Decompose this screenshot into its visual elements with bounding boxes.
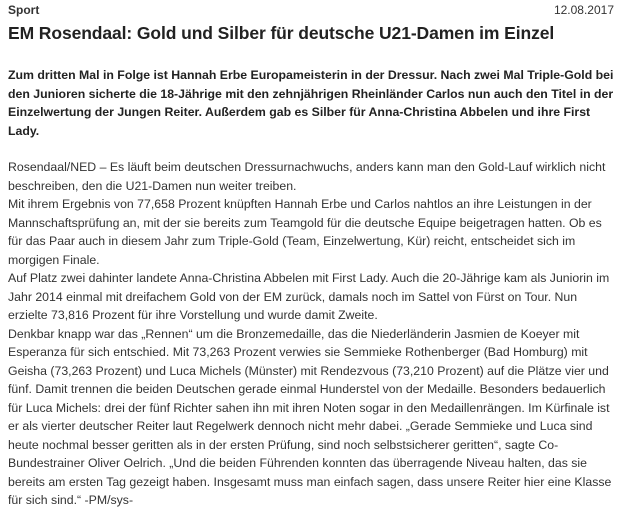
body-paragraph: Mit ihrem Ergebnis von 77,658 Prozent knüpften Hannah Erbe und Carlos nahtlos an ihre Leistungen in der Mannschaftsprüfung an, mit der sie bereits zum Teamgold für die deutsche Equipe beigetragen hatten. Ob es für das Paar auch in diesem Jahr zum Triple-Gold (Team, Einzelwertung, Kür) reicht, entscheidet sich im morgigen Finale. [8, 197, 602, 267]
news-article [8, 0, 616, 510]
article-lead: Zum dritten Mal in Folge ist Hannah Erbe Europameisterin in der Dressur. Nach zwei Mal Triple-Gold bei den Junioren sicherte die 18-Jährige mit den zehnjährigen Rheinländer Carlos nun auch den Titel in der Einzelwertung der Jungen Reiter. Außerdem gab es Silber für Anna-Christina Abbelen und ihre First Lady. [8, 68, 614, 138]
body-paragraph: Denkbar knapp war das „Rennen“ um die Bronzemedaille, das die Niederländerin Jasmien de Koeyer mit Esperanza für sich entschied. Mit 73,263 Prozent verwies sie Semmieke Rothenberger (Bad Homburg) mit Geisha (73,263 Prozent) und Luca Michels (Münster) mit Rendezvous (73,210 Prozent) auf die Plätze vier und fünf. Damit trennen die beiden Deutschen gerade einmal Hunderstel von der Medaille. Besonders bedauerlich für Luca Michels: drei der fünf Richter sahen ihn mit ihren Noten sogar in den Medaillenrängen. Im Kürfinale ist er als vierter deutscher Reiter laut Regelwerk dennoch nicht mehr dabei. „Gerade Semmieke und Luca sind heute nochmal besser geritten als in der ersten Prüfung, sind noch selbstsicherer geritten“, sagte Co-Bundestrainer Oliver Oelrich. „Und die beiden Führenden konnten das überragende Niveau halten, das sie bereits am ersten Tag gezeigt haben. Insgesamt muss man einfach sagen, dass unsere Reiter hier eine Klasse für sich sind.“ -PM/sys- [8, 326, 612, 507]
category-label[interactable]: Sport [8, 3, 40, 17]
body-paragraph: Rosendaal/NED – Es läuft beim deutschen Dressurnachwuchs, anders kann man den Gold-Lauf wirklich nicht beschreiben, den die U21-Damen nun weiter treiben. [8, 160, 606, 193]
article-body [8, 158, 618, 510]
article-headline: EM Rosendaal: Gold und Silber für deutsche U21-Damen im Einzel [8, 23, 555, 43]
article-meta [8, 0, 616, 18]
publish-date: 12.08.2017 [553, 3, 614, 17]
body-paragraph: Auf Platz zwei dahinter landete Anna-Christina Abbelen mit First Lady. Auch die 20-Jährige kam als Juniorin im Jahr 2014 einmal mit dreifachem Gold von der EM zurück, damals noch im Sattel von Fürst on Tour. Nun erzielte 73,816 Prozent für ihre Vorstellung und wurde damit Zweite. [8, 271, 610, 322]
